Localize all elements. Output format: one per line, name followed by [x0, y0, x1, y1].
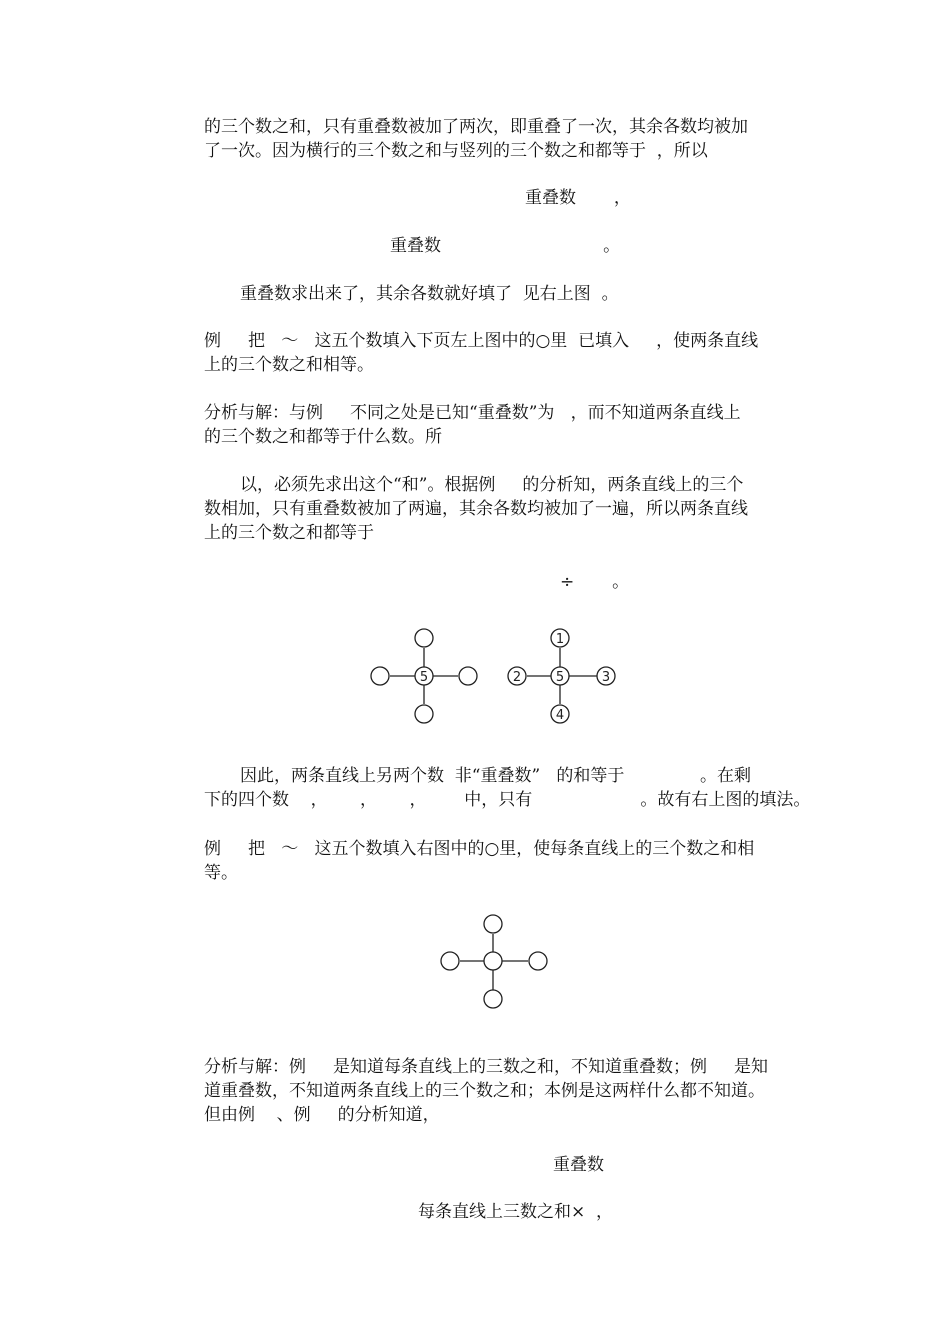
text-line: 下的四个数 ， ， ， 中，只有 。故有右上图的填法。	[204, 790, 811, 810]
cross-diagram-filled	[505, 622, 625, 732]
cross-diagram-blank	[436, 910, 556, 1020]
circle-center-label: 5	[419, 670, 429, 685]
circle-top	[484, 915, 502, 933]
analysis-heading: 分析与解：与例 不同之处是已知“重叠数”为 ，而不知道两条直线上	[204, 403, 741, 423]
text-line: 的三个数之和，只有重叠数被加了两次，即重叠了一次，其余各数均被加	[204, 117, 748, 137]
circle-right	[529, 952, 547, 970]
circle-left	[441, 952, 459, 970]
circle-bottom	[415, 705, 433, 723]
text-line: 数相加，只有重叠数被加了两遍，其余各数均被加了一遍，所以两条直线	[204, 499, 748, 519]
circle-right	[459, 667, 477, 685]
circle-left-label: 2	[512, 670, 522, 685]
circle-center-label: 5	[555, 670, 565, 685]
circle-bottom	[484, 990, 502, 1008]
circle-top-label: 1	[555, 632, 565, 647]
example-heading: 例 把 ～ 这五个数填入下页左上图中的○里 已填入 ，使两条直线	[204, 331, 759, 351]
text-line: 道重叠数，不知道两条直线上的三个数之和；本例是这两样什么都不知道。	[204, 1081, 765, 1101]
analysis-heading: 分析与解：例 是知道每条直线上的三数之和，不知道重叠数；例 是知	[204, 1057, 769, 1077]
formula-line: 每条直线上三数之和× ，	[418, 1202, 614, 1222]
circle-center	[484, 952, 502, 970]
text-line: 上的三个数之和相等。	[204, 355, 374, 375]
circle-left	[371, 667, 389, 685]
formula-line: 重叠数 。	[390, 236, 621, 256]
circle-right-label: 3	[601, 670, 611, 685]
text-line: 等。	[204, 863, 238, 883]
formula-line: 重叠数	[553, 1155, 604, 1175]
text-line: 因此，两条直线上另两个数 非“重叠数” 的和等于 。在剩	[240, 766, 752, 786]
text-line: 的三个数之和都等于什么数。所	[204, 427, 442, 447]
text-line: 以，必须先求出这个“和”。根据例 的分析知，两条直线上的三个	[240, 475, 744, 495]
formula-line: ÷ 。	[560, 572, 630, 592]
text-line: 但由例 、例 的分析知道，	[204, 1105, 440, 1125]
example-heading: 例 把 ～ 这五个数填入右图中的○里，使每条直线上的三个数之和相	[204, 839, 755, 859]
text-line: 了一次。因为横行的三个数之和与竖列的三个数之和都等于 ，所以	[204, 141, 708, 161]
text-line: 重叠数求出来了，其余各数就好填了 见右上图 。	[240, 284, 619, 304]
formula-line: 重叠数 ，	[525, 188, 631, 208]
circle-top	[415, 629, 433, 647]
cross-diagram-empty	[368, 622, 488, 732]
circle-bottom-label: 4	[555, 708, 565, 723]
text-line: 上的三个数之和都等于	[204, 523, 374, 543]
